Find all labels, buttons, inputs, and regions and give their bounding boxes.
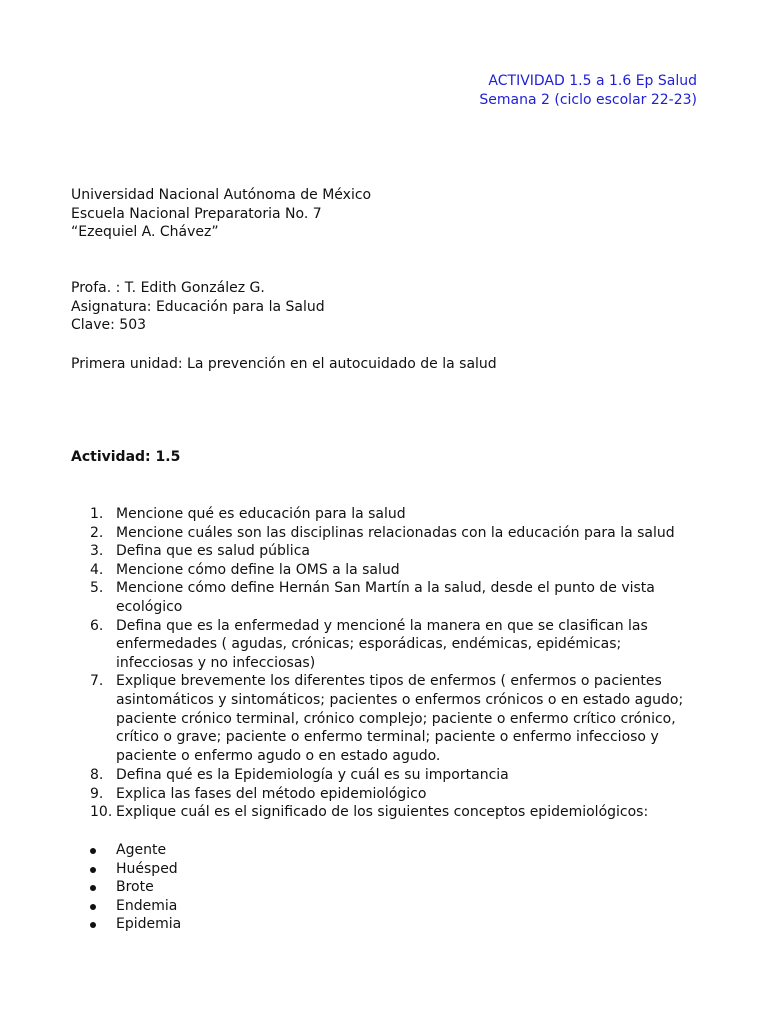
university-name: Universidad Nacional Autónoma de México	[71, 187, 372, 203]
question-item	[71, 617, 701, 673]
institution-block	[71, 186, 371, 242]
concept-item	[71, 897, 181, 916]
question-list	[71, 505, 701, 765]
concept-text: Endemia	[116, 897, 178, 914]
concept-text: Agente	[116, 842, 167, 858]
concept-text: Epidemia	[116, 916, 182, 933]
question-item	[71, 672, 701, 765]
question-number: 2.	[90, 524, 104, 541]
unit-block	[71, 355, 497, 374]
concept-item	[71, 915, 181, 934]
question-text: Defina que es salud pública	[116, 543, 310, 560]
concept-list	[71, 841, 181, 934]
question-text: Explica las fases del método epidemiológico	[116, 785, 427, 802]
bullet-icon	[90, 848, 96, 854]
question-number: 3.	[90, 543, 104, 560]
activity-header	[479, 72, 697, 109]
subject-name: Asignatura: Educación para la Salud	[71, 298, 325, 315]
question-item	[71, 766, 701, 785]
question-number: 9.	[90, 785, 104, 802]
question-item	[71, 505, 701, 524]
question-number: 10.	[90, 804, 113, 821]
question-text: Explique cuál es el significado de los siguientes conceptos epidemiológicos:	[116, 804, 649, 821]
question-item	[71, 524, 701, 543]
question-text: Defina qué es la Epidemiología y cuál es su importancia	[116, 767, 509, 783]
school-name: Escuela Nacional Preparatoria No. 7	[71, 205, 322, 222]
course-code: Clave: 503	[71, 317, 147, 334]
question-list-continued	[71, 766, 701, 822]
concept-item	[71, 860, 181, 879]
bullet-icon	[90, 922, 96, 928]
unit-title: Primera unidad: La prevención en el autocuidado de la salud	[71, 356, 497, 372]
concept-item	[71, 841, 181, 860]
activity-title-text: Actividad: 1.5	[71, 449, 181, 465]
teacher-name: Profa. : T. Edith González G.	[71, 280, 265, 296]
concept-text: Huésped	[116, 860, 178, 877]
question-text: Mencione cómo define la OMS a la salud	[116, 561, 400, 578]
question-number: 1.	[90, 506, 104, 522]
question-number: 6.	[90, 617, 104, 634]
question-item	[71, 579, 701, 616]
activity-header-week: Semana 2 (ciclo escolar 22-23)	[479, 91, 697, 108]
bullet-icon	[90, 885, 96, 891]
concept-item	[71, 878, 181, 897]
school-honoree: “Ezequiel A. Chávez”	[71, 224, 219, 241]
question-item	[71, 785, 701, 804]
bullet-icon	[90, 867, 96, 873]
question-number: 4.	[90, 561, 104, 578]
question-number: 5.	[90, 580, 104, 597]
concept-text: Brote	[116, 879, 154, 896]
question-text: Mencione cuáles son las disciplinas relacionadas con la educación para la salud	[116, 524, 675, 541]
question-number: 7.	[90, 673, 104, 690]
question-text: Defina que es la enfermedad y mencioné la manera en que se clasifican las enfermedades ( agudas, crónicas; esporádicas, endémicas, epidémicas; infecciosas y no infecciosas)	[116, 617, 648, 671]
question-item	[71, 561, 701, 580]
activity-header-title: ACTIVIDAD 1.5 a 1.6 Ep Salud	[488, 73, 697, 89]
bullet-icon	[90, 904, 96, 910]
question-item	[71, 542, 701, 561]
activity-title	[71, 448, 180, 467]
question-text: Explique brevemente los diferentes tipos de enfermos ( enfermos o pacientes asintomáticos y sintomáticos; pacientes o enfermos crónicos o en estado agudo; paciente crónico terminal, crónico complejo; paciente o enfermo crítico crónico, crítico o grave; paciente o enfermo terminal; paciente o enfermo infeccioso y paciente o enfermo agudo o en estado agudo.	[116, 673, 684, 764]
question-text: Mencione qué es educación para la salud	[116, 506, 406, 522]
question-number: 8.	[90, 767, 104, 783]
course-block	[71, 279, 325, 335]
question-item	[71, 803, 701, 822]
question-text: Mencione cómo define Hernán San Martín a la salud, desde el punto de vista ecológico	[116, 580, 655, 615]
